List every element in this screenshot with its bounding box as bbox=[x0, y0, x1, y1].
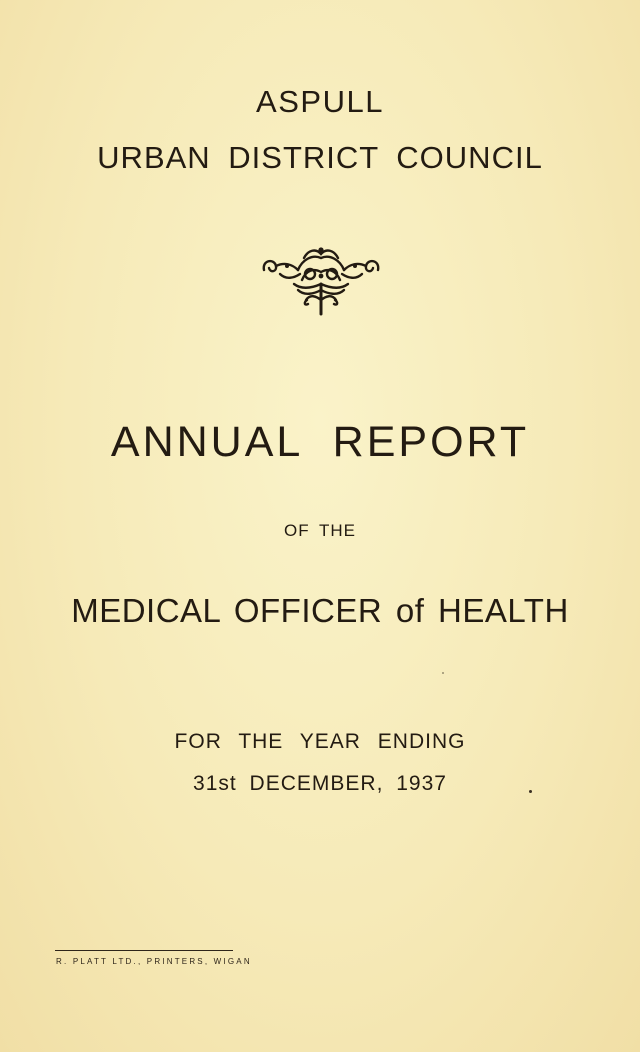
period-date: 31st DECEMBER, 1937 bbox=[193, 772, 447, 795]
period-heading: FOR THE YEAR ENDING bbox=[174, 730, 466, 753]
paper-speck bbox=[442, 672, 444, 674]
report-title: ANNUAL REPORT bbox=[110, 418, 530, 466]
council-name: ASPULL bbox=[256, 84, 384, 119]
council-type: URBAN DISTRICT COUNCIL bbox=[97, 140, 543, 175]
paper-speck bbox=[529, 790, 532, 793]
report-subject: MEDICAL OFFICER of HEALTH bbox=[71, 592, 569, 629]
title-connector: OF THE bbox=[283, 521, 357, 540]
scroll-ornament-icon bbox=[258, 244, 384, 318]
printer-rule bbox=[55, 950, 233, 951]
printer-imprint: R. PLATT LTD., PRINTERS, WIGAN bbox=[56, 957, 252, 966]
